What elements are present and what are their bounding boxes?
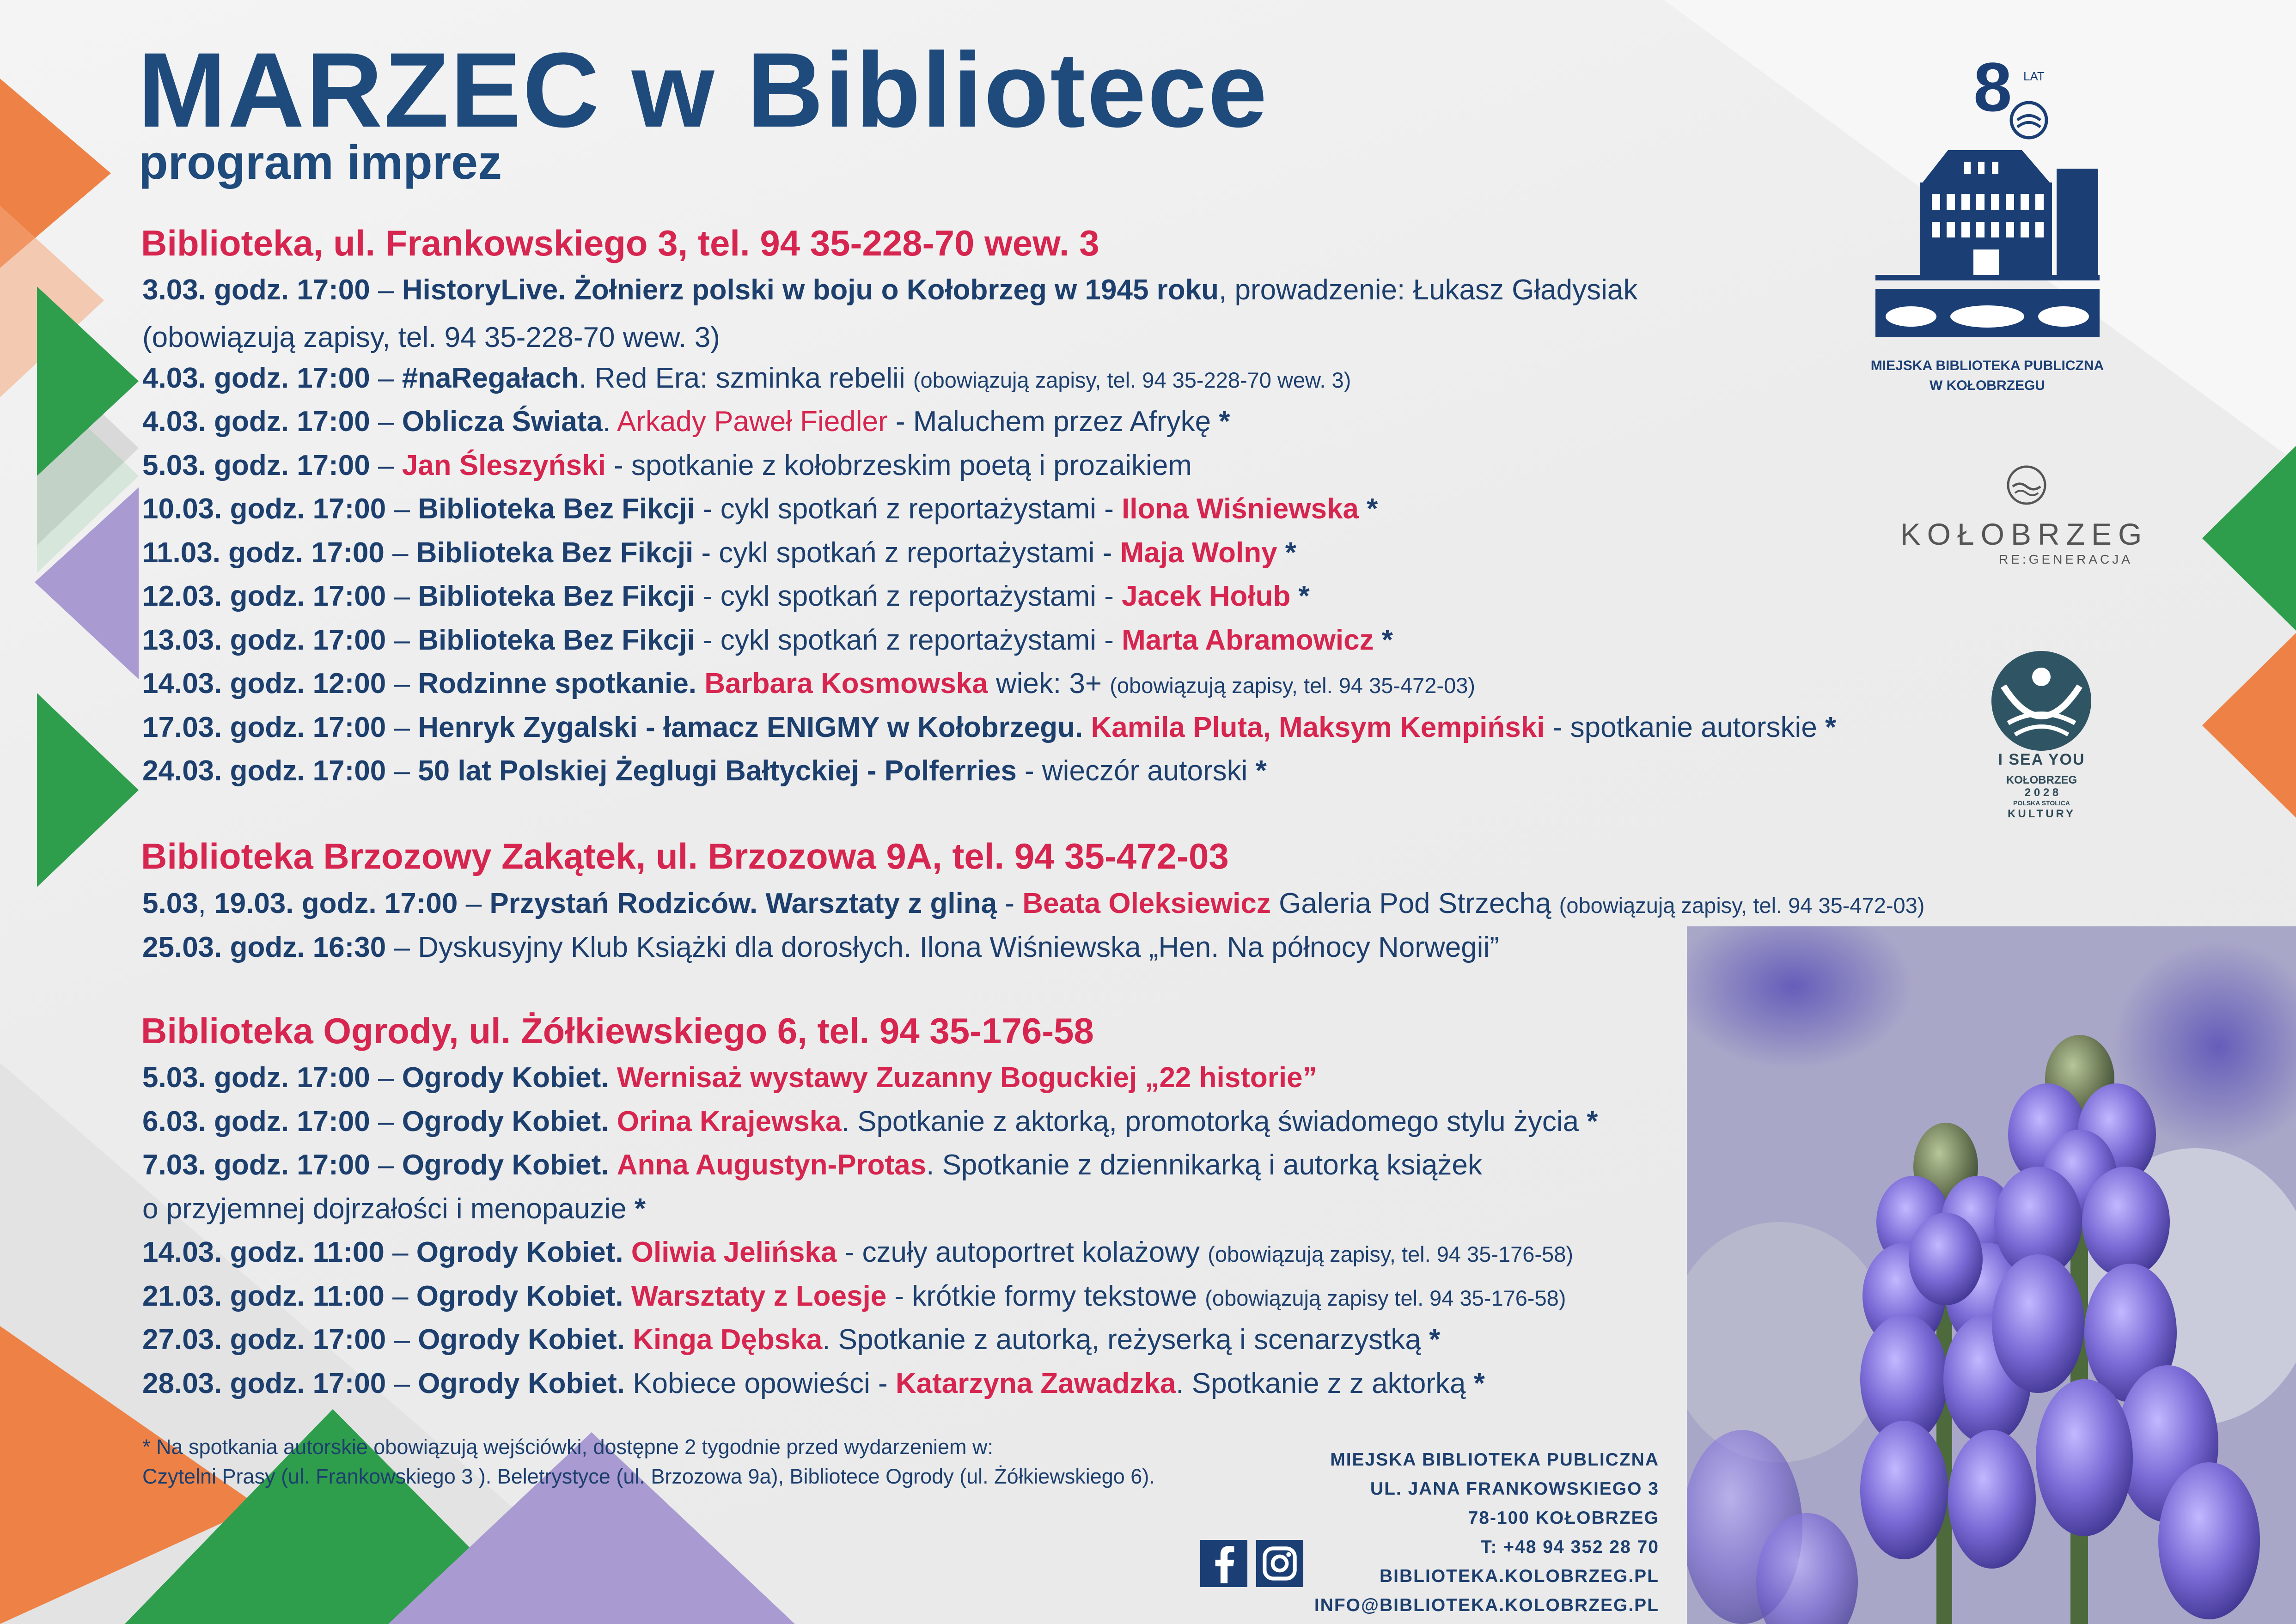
event-note-row [142,323,720,352]
event-person: Anna Augustyn-Protas [617,1149,927,1181]
event-row: 12.03. godz. 17:00 – Biblioteka Bez Fikcji - cykl spotkań z reportażystami - Jacek Hołub * [142,580,1310,612]
kolobrzeg-logo-sub: RE:GENERACJA [1999,552,2133,566]
event-date: 19.03. godz. 17:00 [214,888,458,919]
event-star: * [1219,406,1230,438]
event-text: wiek: 3+ [988,668,1110,699]
event-person: Oliwia Jelińska [631,1236,837,1268]
orange-triangle-right [2202,633,2296,818]
contact-street: UL. JANA FRANKOWSKIEGO 3 [1370,1479,1659,1499]
library-name-line2: W KOŁOBRZEGU [1930,378,2045,393]
event-date: 10.03. godz. 17:00 [142,493,386,525]
library-logo [1867,51,2107,374]
event-date: 3.03. godz. 17:00 [142,274,370,306]
event-text: Kobiece opowieści - [624,1368,896,1399]
library-years-label: LAT [2023,69,2045,83]
event-star: * [1374,624,1393,656]
isy-line5: KULTURY [2008,808,2076,820]
event-title: Ogrody Kobiet. [416,1280,623,1312]
event-row: 25.03. godz. 16:30 – Dyskusyjny Klub Książki dla dorosłych. Ilona Wiśniewska „Hen. Na północy Norwegii” [142,931,1499,963]
event-title: Ogrody Kobiet. [416,1236,623,1268]
event-date: 14.03. godz. 12:00 [142,668,386,699]
event-date: 12.03. godz. 17:00 [142,580,386,612]
event-title: Henryk Zygalski - łamacz ENIGMY w Kołobrzegu. [418,712,1083,743]
event-text: - [997,888,1023,919]
event-person: Wernisaż wystawy Zuzanny Boguckiej „22 historie” [617,1062,1317,1094]
event-person: Katarzyna Zawadzka [895,1368,1176,1399]
event-text: . Red Era: szminka rebelii [579,362,913,394]
event-row: 27.03. godz. 17:00 – Ogrody Kobiet. Kinga Dębska. Spotkanie z autorką, reżyserką i scenarzystką * [142,1324,1441,1356]
event-person: Jacek Hołub [1122,580,1291,612]
event-person: Marta Abramowicz [1122,624,1374,656]
event-title: Ogrody Kobiet. [418,1324,625,1356]
event-date: 5.03. godz. 17:00 [142,450,370,481]
event-person: Jan Śleszyński [402,450,606,481]
event-text: . Spotkanie z autorką, reżyserką i scenarzystką [822,1324,1429,1356]
event-row: 14.03. godz. 12:00 – Rodzinne spotkanie. Barbara Kosmowska wiek: 3+ (obowiązują zapisy, tel. 94 35-472-03) [142,668,1476,699]
event-star: * [1290,580,1310,612]
event-text [623,1236,631,1268]
event-row: 3.03. godz. 17:00 – HistoryLive. Żołnierz polski w boju o Kołobrzeg w 1945 roku, prowadzenie: Łukasz Gładysiak [142,274,1638,306]
event-row [142,1195,646,1223]
event-person: Orina Krajewska [617,1106,842,1137]
event-person: Warsztaty z Loesje [631,1280,887,1312]
section-heading-ogrody: Biblioteka Ogrody, ul. Żółkiewskiego 6, tel. 94 35-176-58 [141,1010,1094,1051]
event-text: o przyjemnej dojrzałości i menopauzie [142,1193,635,1225]
event-date: 21.03. godz. 11:00 [142,1280,385,1312]
event-title: Biblioteka Bez Fikcji [416,537,694,569]
event-star: * [1825,712,1837,743]
page-title: MARZEC w Bibliotece [138,30,1269,149]
event-row: 17.03. godz. 17:00 – Henryk Zygalski - łamacz ENIGMY w Kołobrzegu. Kamila Pluta, Maksym Kempiński - spotkanie autorskie * [142,712,1837,743]
event-person: Beata Oleksiewicz [1022,888,1271,919]
event-text: Dyskusyjny Klub Książki dla dorosłych. Ilona Wiśniewska „Hen. Na północy Norwegii” [418,931,1499,963]
event-person: Kamila Pluta, Maksym Kempiński [1091,712,1545,743]
event-person: Kinga Dębska [633,1324,823,1356]
event-date: 24.03. godz. 17:00 [142,755,386,787]
event-title: Biblioteka Bez Fikcji [418,580,695,612]
event-date: 4.03. godz. 17:00 [142,406,370,438]
footnote [142,1432,1155,1491]
event-star: * [1473,1368,1485,1399]
event-title: HistoryLive. Żołnierz polski w boju o Kołobrzeg w 1945 roku [402,274,1219,306]
footnote-line: * Na spotkania autorskie obowiązują wejściówki, dostępne 2 tygodnie przed wydarzeniem w: [142,1435,993,1459]
contact-email[interactable]: INFO@BIBLIOTEKA.KOLOBRZEG.PL [1314,1595,1659,1615]
contact-org: MIEJSKA BIBLIOTEKA PUBLICZNA [1330,1450,1659,1470]
event-star: * [1358,493,1378,525]
event-row: 24.03. godz. 17:00 – 50 lat Polskiej Żeglugi Bałtyckiej - Polferries - wieczór autorski * [142,755,1267,787]
event-title: #naRegałach [402,362,579,394]
event-star: * [1429,1324,1441,1356]
contact-website[interactable]: BIBLIOTEKA.KOLOBRZEG.PL [1380,1566,1659,1586]
i-sea-you-icon [1990,649,2094,753]
event-text: - czuły autoportret kolażowy [837,1236,1208,1268]
event-text: . Spotkanie z dziennikarką i autorką książek [926,1149,1482,1181]
event-text: . Spotkanie z z aktorką [1176,1368,1474,1399]
event-person: Barbara Kosmowska [704,668,988,699]
event-text: - cykl spotkań z reportażystami - [693,537,1120,569]
event-title: Ogrody Kobiet. [402,1106,609,1137]
isy-line2: KOŁOBRZEG [2006,774,2077,786]
library-building-icon [1875,150,2100,337]
event-date: 25.03. godz. 16:30 [142,931,386,963]
facebook-icon[interactable] [1200,1540,1247,1587]
event-person: Ilona Wiśniewska [1122,493,1359,525]
footnote-line: Czytelni Prasy (ul. Frankowskiego 3 ). Beletrystyce (ul. Brzozowa 9a), Bibliotece Ogrody (ul. Żółkiewskiego 6). [142,1465,1155,1488]
event-row: 5.03. godz. 17:00 – Ogrody Kobiet. Wernisaż wystawy Zuzanny Boguckiej „22 historie” [142,1062,1317,1094]
event-note: (obowiązują zapisy, tel. 94 35-228-70 wew. 3) [913,368,1351,392]
event-text [609,1106,617,1137]
bluebell-illustration [1687,926,2296,1624]
event-row: 5.03, 19.03. godz. 17:00 – Przystań Rodziców. Warsztaty z gliną - Beata Oleksiewicz Galeria Pod Strzechą (obowiązują zapisy, tel. 94 35-472-03) [142,888,1925,919]
green-triangle-left-2 [37,693,139,887]
event-date: 27.03. godz. 17:00 [142,1324,386,1356]
event-row: 4.03. godz. 17:00 – #naRegałach. Red Era: szminka rebelii (obowiązują zapisy, tel. 94 35-228-70 wew. 3) [142,362,1351,394]
event-title: Rodzinne spotkanie. [418,668,697,699]
event-row: 4.03. godz. 17:00 – Oblicza Świata. Arkady Paweł Fiedler - Maluchem przez Afrykę * [142,406,1230,438]
isy-line1: I SEA YOU [1998,751,2085,768]
event-title: Przystań Rodziców. Warsztaty z gliną [489,888,997,919]
section-heading-frankowskiego: Biblioteka, ul. Frankowskiego 3, tel. 94 35-228-70 wew. 3 [141,223,1099,263]
event-date: 14.03. godz. 11:00 [142,1236,385,1268]
event-date: 28.03. godz. 17:00 [142,1368,386,1399]
event-note: (obowiązują zapisy, tel. 94 35-176-58) [1208,1242,1573,1266]
contact-phone: T: +48 94 352 28 70 [1480,1537,1659,1557]
isy-line4: POLSKA STOLICA [2013,799,2070,807]
event-title: Ogrody Kobiet. [402,1062,609,1094]
event-row: 10.03. godz. 17:00 – Biblioteka Bez Fikcji - cykl spotkań z reportażystami - Ilona Wiśniewska * [142,493,1378,525]
event-title: Biblioteka Bez Fikcji [418,624,695,656]
event-star: * [634,1193,646,1225]
svg-text:8: 8 [1973,51,2012,126]
event-star: * [1277,537,1296,569]
event-row: 21.03. godz. 11:00 – Ogrody Kobiet. Warsztaty z Loesje - krótkie formy tekstowe (obowiązują zapisy tel. 94 35-176-58) [142,1280,1566,1312]
event-person: Arkady Paweł Fiedler [617,406,888,438]
event-title: Oblicza Świata [402,406,603,438]
event-note: (obowiązują zapisy, tel. 94 35-472-03) [1110,673,1476,698]
event-text: - Maluchem przez Afrykę [887,406,1219,438]
event-text: Galeria Pod Strzechą [1270,888,1559,919]
event-text [1083,712,1091,743]
event-text: - spotkanie autorskie [1545,712,1826,743]
kolobrzeg-wave-icon [2001,460,2052,511]
event-text [625,1324,633,1356]
event-title: Ogrody Kobiet. [402,1149,609,1181]
event-title: Ogrody Kobiet. [418,1368,625,1399]
library-name-line1: MIEJSKA BIBLIOTEKA PUBLICZNA [1870,358,2104,373]
instagram-icon[interactable] [1256,1540,1303,1587]
event-text [696,668,704,699]
event-star: * [1587,1106,1598,1137]
event-date: 4.03. godz. 17:00 [142,362,370,394]
event-text: . Spotkanie z aktorką, promotorką świadomego stylu życia [841,1106,1587,1137]
event-row: 6.03. godz. 17:00 – Ogrody Kobiet. Orina Krajewska. Spotkanie z aktorką, promotorką świadomego stylu życia * [142,1106,1598,1137]
section-heading-brzozowa: Biblioteka Brzozowy Zakątek, ul. Brzozowa 9A, tel. 94 35-472-03 [141,836,1229,876]
event-row: 13.03. godz. 17:00 – Biblioteka Bez Fikcji - cykl spotkań z reportażystami - Marta Abramowicz * [142,624,1393,656]
event-note: (obowiązują zapisy tel. 94 35-176-58) [1205,1286,1566,1310]
event-text [623,1280,631,1312]
event-row: 7.03. godz. 17:00 – Ogrody Kobiet. Anna Augustyn-Protas. Spotkanie z dziennikarką i autorką książek [142,1149,1482,1181]
event-text: - cykl spotkań z reportażystami - [695,624,1122,656]
event-person: Maja Wolny [1120,537,1277,569]
flower-photo [1687,926,2296,1624]
green-triangle-right [2202,446,2296,631]
event-date: 5.03 [142,888,198,919]
event-text: - krótkie formy tekstowe [886,1280,1205,1312]
event-date: 5.03. godz. 17:00 [142,1062,370,1094]
event-note: (obowiązują zapisy, tel. 94 35-472-03) [1559,893,1925,918]
event-star: * [1255,755,1267,787]
event-text: - cykl spotkań z reportażystami - [695,580,1122,612]
event-title: Biblioteka Bez Fikcji [418,493,695,525]
contact-city: 78-100 KOŁOBRZEG [1468,1508,1659,1528]
kolobrzeg-logo-name: KOŁOBRZEG [1900,517,2149,551]
event-text [609,1062,617,1094]
contact-block [1248,1445,1659,1620]
event-row: 11.03. godz. 17:00 – Biblioteka Bez Fikcji - cykl spotkań z reportażystami - Maja Wolny * [142,537,1296,569]
event-date: 6.03. godz. 17:00 [142,1106,370,1137]
event-text: - spotkanie z kołobrzeskim poetą i prozaikiem [605,450,1192,481]
event-text: . [602,406,617,438]
page-subtitle: program imprez [139,136,502,189]
event-note: (obowiązują zapisy, tel. 94 35-228-70 wew. 3) [142,322,720,353]
event-date: 11.03. godz. 17:00 [142,537,385,569]
event-title: 50 lat Polskiej Żeglugi Bałtyckiej - Polferries [418,755,1017,787]
event-text [609,1149,617,1181]
event-row: 14.03. godz. 11:00 – Ogrody Kobiet. Oliwia Jelińska - czuły autoportret kolażowy (obowiązują zapisy, tel. 94 35-176-58) [142,1236,1573,1268]
event-text: - wieczór autorski [1016,755,1256,787]
event-row: 28.03. godz. 17:00 – Ogrody Kobiet. Kobiece opowieści - Katarzyna Zawadzka. Spotkanie z z aktorką * [142,1368,1485,1399]
event-text: , prowadzenie: Łukasz Gładysiak [1219,274,1638,306]
event-date: 13.03. godz. 17:00 [142,624,386,656]
event-row: 5.03. godz. 17:00 – Jan Śleszyński - spotkanie z kołobrzeskim poetą i prozaikiem [142,450,1192,481]
event-text: - cykl spotkań z reportażystami - [695,493,1122,525]
event-date: 7.03. godz. 17:00 [142,1149,370,1181]
isy-line3: 2 0 2 8 [2024,786,2059,799]
event-date: 17.03. godz. 17:00 [142,712,386,743]
